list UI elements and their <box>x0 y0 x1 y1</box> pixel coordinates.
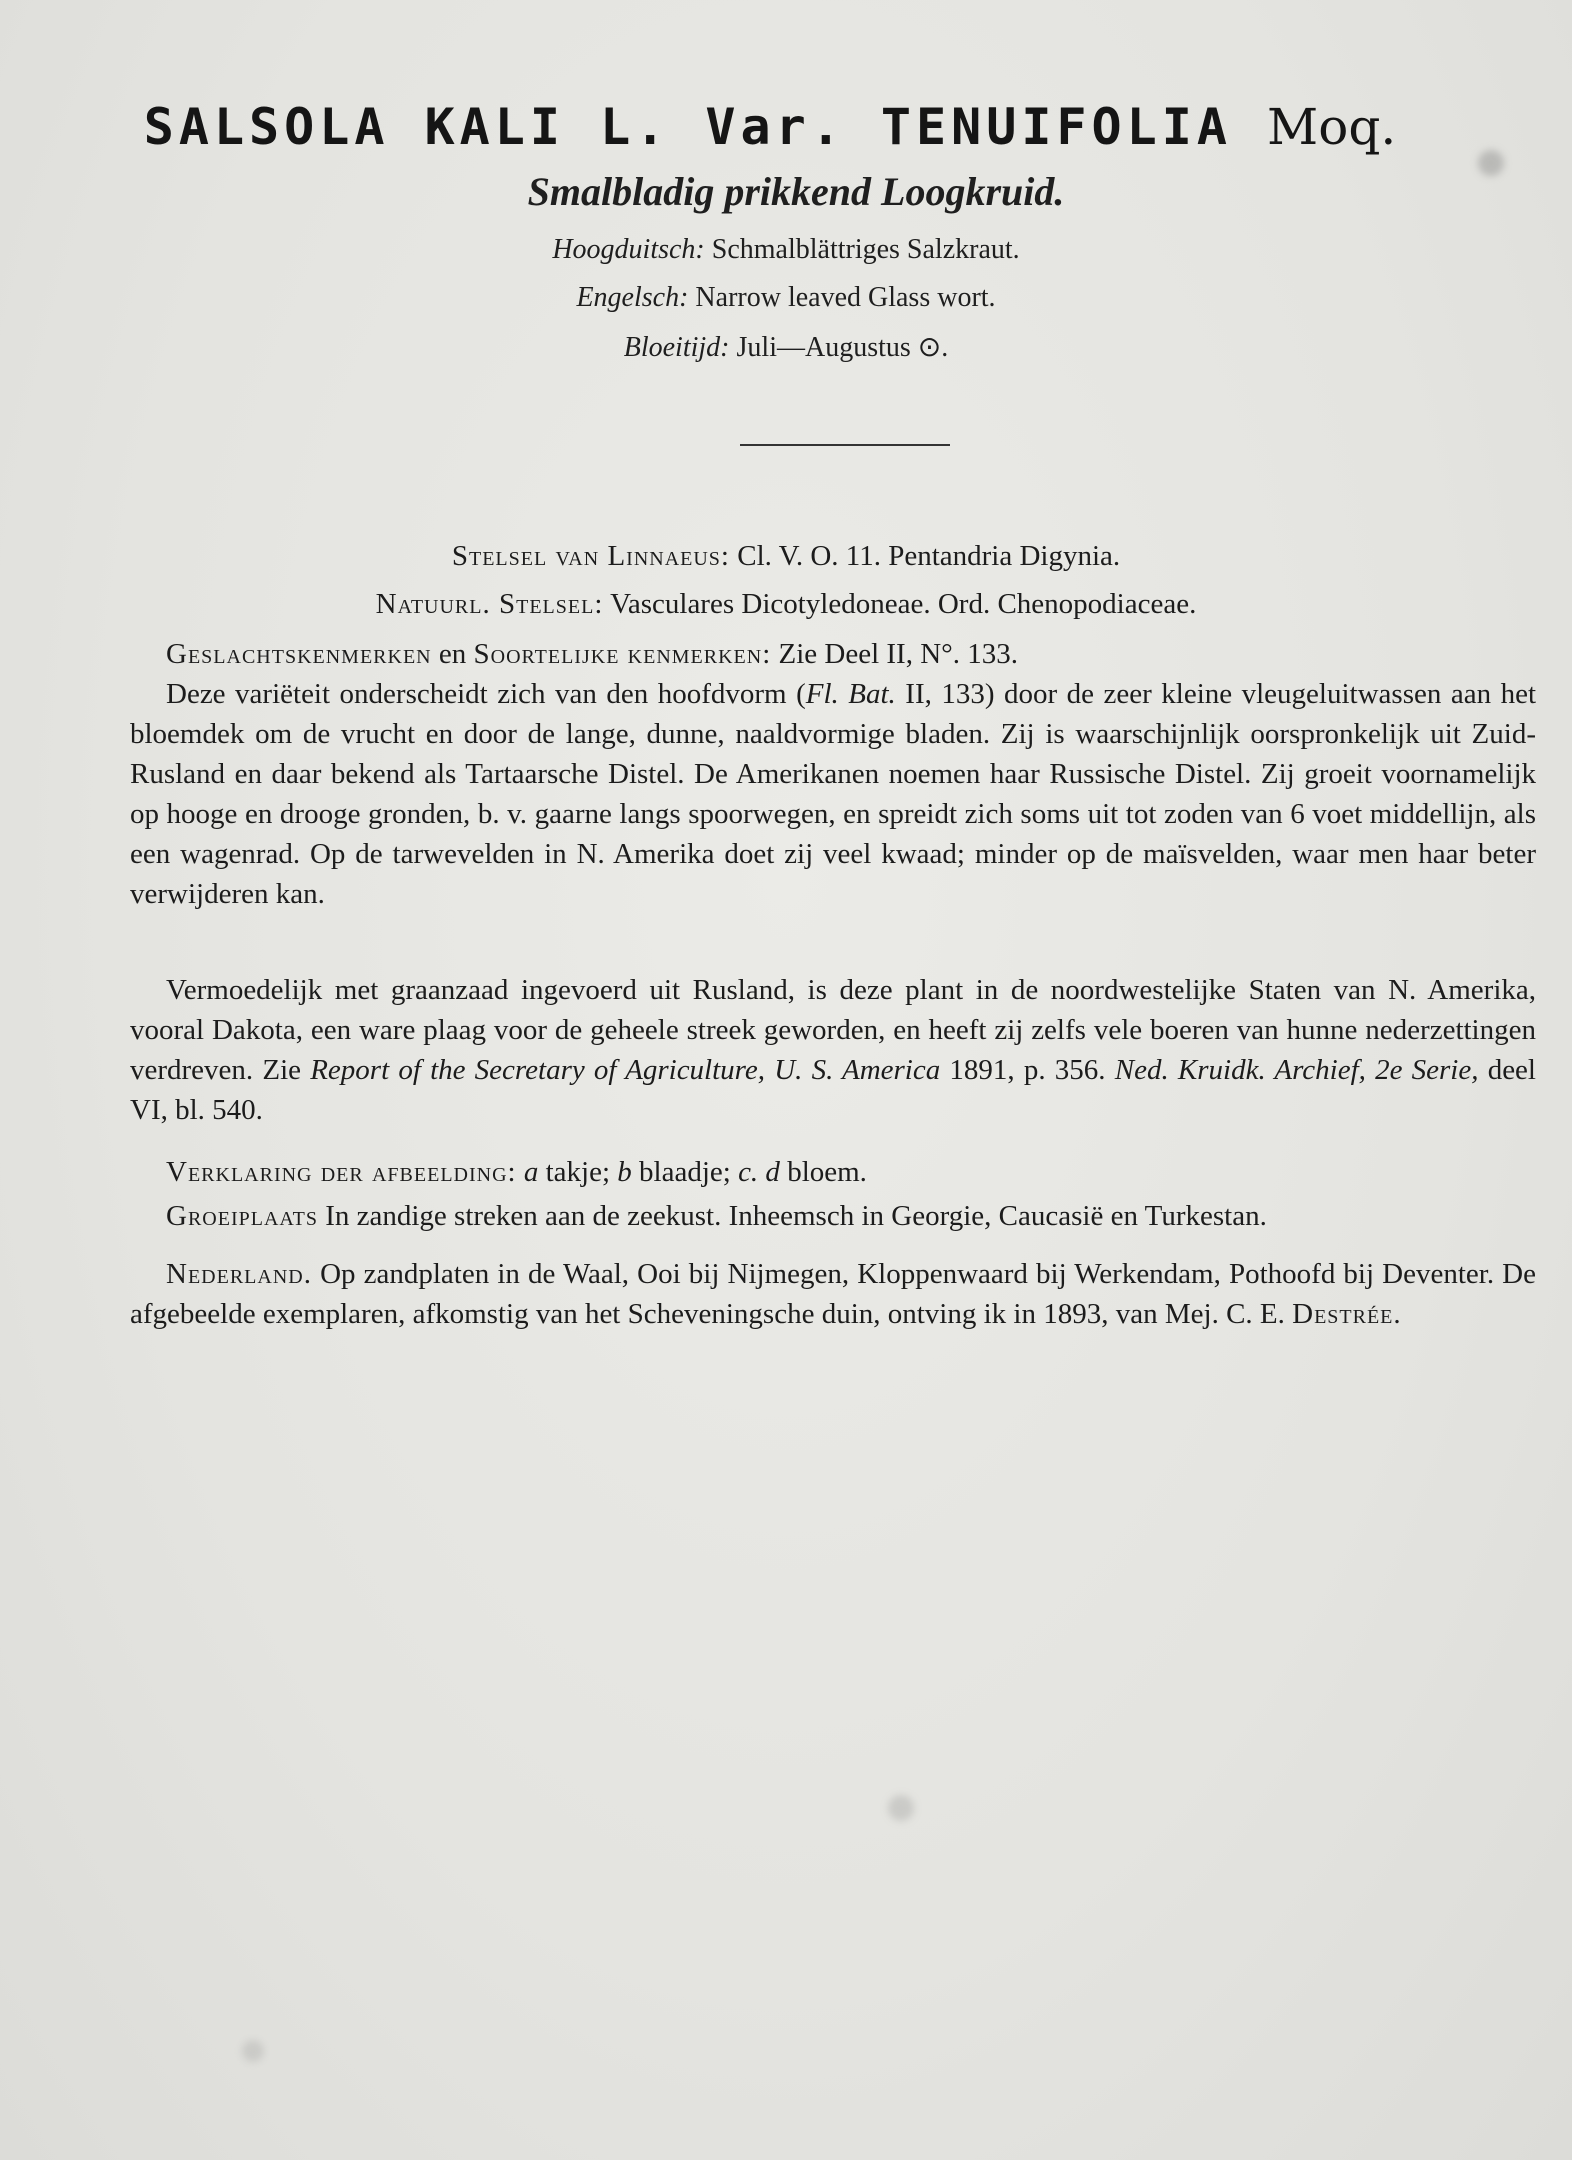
english-value: Narrow leaved Glass wort. <box>695 282 996 313</box>
species-label: Soortelijke kenmerken: <box>473 638 772 670</box>
habitat-value: In zandige streken aan de zeekust. Inheemsch in Georgie, Caucasië en Turkestan. <box>325 1200 1267 1232</box>
paper-spot <box>242 2040 264 2062</box>
explain-b: b <box>617 1156 632 1188</box>
explain-text-2: blaadje; <box>631 1156 739 1188</box>
page-title <box>0 98 1556 156</box>
explain-label: Verklaring der afbeelding: <box>166 1156 517 1188</box>
bloom-value: Juli—Augustus ⊙. <box>736 332 949 363</box>
nl-value: Op zandplaten in de Waal, Ooi bij Nijmegen, Kloppenwaard bij Werkendam, Pothoofd bij Deventer. De afgebeelde exemplaren, afkomstig van het Scheveningsche duin, ontving ik in 1893, van Mej. C. E. <box>130 1258 1536 1330</box>
genus-label: Geslachtskenmerken <box>166 638 432 670</box>
german-value: Schmalblättriges Salzkraut. <box>711 234 1020 265</box>
bloom-label: Bloeitijd: <box>623 332 730 363</box>
explain-a: a <box>523 1156 539 1188</box>
figure-explanation <box>130 1152 1536 1192</box>
paper-spot <box>888 1795 914 1821</box>
para1-text-b: II, 133) door de zeer kleine vleugeluitwassen aan het bloemdek om de vrucht en door de lange, dunne, naaldvormige bladen. Zij is waarschijnlijk oorspronkelijk uit Zuid-Rusland en daar bekend als Tartaarsche Distel. De Amerikanen noemen haar Russische Distel. Zij groeit voornamelijk op hooge en drooge gronden, b. v. gaarne langs spoorwegen, en spreidt zich soms uit tot zoden van 6 voet middellijn, als een wagenrad. Op de tarwevelden in N. Amerika doet zij veel kwaad; minder op de maïsvelden, waar men haar beter verwijderen kan. <box>130 678 1537 910</box>
netherlands-paragraph <box>130 1254 1536 1334</box>
natural-system-line <box>0 584 1572 624</box>
divider <box>740 444 950 446</box>
para2-text-b: 1891, p. 356. <box>940 1054 1115 1086</box>
nl-label: Nederland. <box>166 1258 312 1290</box>
genus-species-line <box>130 634 1536 674</box>
linnaeus-label: Stelsel van Linnaeus: <box>451 540 730 572</box>
german-label: Hoogduitsch: <box>552 234 705 265</box>
explain-cd: c. d <box>738 1156 780 1188</box>
para1-text-a: Deze variëteit onderscheidt zich van den hoofdvorm ( <box>166 678 806 710</box>
para2-ref-archief: Ned. Kruidk. Archief, 2e Serie, <box>1114 1054 1479 1086</box>
para2-text-c: deel VI, bl. 540. <box>130 1054 1536 1126</box>
history-paragraph <box>130 970 1536 1130</box>
para2-ref-report: Report of the Secretary of Agriculture, U. S. America <box>310 1054 941 1086</box>
english-label: Engelsch: <box>576 282 689 313</box>
para2-text-a: Vermoedelijk met graanzaad ingevoerd uit Rusland, is deze plant in de noordwestelijke Staten van N. Amerika, vooral Dakota, een ware plaag voor de geheele streek geworden, en heeft zij zelfs vele boeren van hunne nederzettingen verdreven. Zie <box>130 974 1536 1086</box>
nl-name: Destrée. <box>1292 1298 1402 1330</box>
title-author: Moq. <box>1267 98 1397 156</box>
habitat-line <box>130 1196 1536 1236</box>
explain-text-3: bloem. <box>779 1156 867 1188</box>
linnaeus-line <box>0 536 1572 576</box>
page-subtitle: Smalbladig prikkend Loogkruid. <box>527 169 1065 214</box>
natural-label: Natuurl. Stelsel: <box>375 588 604 620</box>
explain-text-1: takje; <box>538 1156 618 1188</box>
german-name-line <box>0 234 1572 266</box>
bloom-time-line <box>0 330 1572 364</box>
linnaeus-value: Cl. V. O. 11. Pentandria Digynia. <box>737 540 1121 572</box>
description-paragraph <box>130 674 1536 914</box>
para1-ref: Fl. Bat. <box>805 678 896 710</box>
habitat-label: Groeiplaats <box>166 1200 318 1232</box>
genus-conj: en <box>438 638 467 670</box>
natural-value: Vasculares Dicotyledoneae. Ord. Chenopodiaceae. <box>610 588 1197 620</box>
title-main: SALSOLA KALI L. Var. TENUIFOLIA <box>143 98 1232 156</box>
english-name-line <box>0 282 1572 314</box>
genus-value: Zie Deel II, N°. 133. <box>778 638 1019 670</box>
